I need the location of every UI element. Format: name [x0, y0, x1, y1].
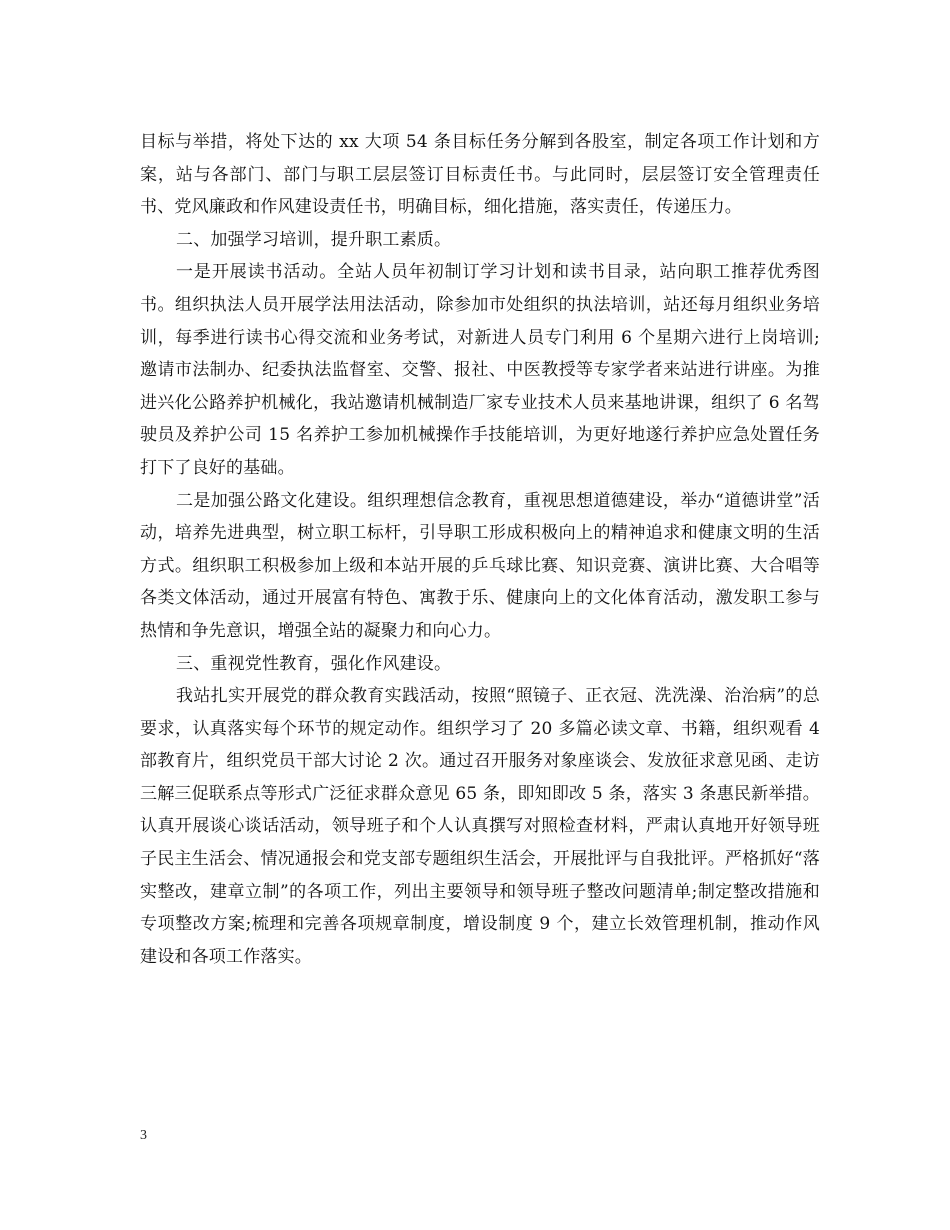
- page-number: 3: [140, 1128, 147, 1143]
- section-heading-party-education: 三、重视党性教育，强化作风建设。: [176, 653, 452, 674]
- document-body: [140, 126, 820, 973]
- paragraph-reading-activities: 一是开展读书活动。全站人员年初制订学习计划和读书目录，站向职工推荐优秀图书。组织执法人员开展学法用法活动，除参加市处组织的执法培训，站还每月组织业务培训，每季进行读书心得交流和业务考试，对新进人员专门利用 6 个星期六进行上岗培训;邀请市法制办、纪委执法监督室、交警、报社、中医教授等专家学者来站进行讲座。为推进兴化公路养护机械化，我站邀请机械制造厂家专业技术人员来基地讲课，组织了 6 名驾驶员及养护公司 15 名养护工参加机械操作手技能培训，为更好地遂行养护应急处置任务打下了良好的基础。: [140, 262, 820, 478]
- section-heading-learning-training: 二、加强学习培训，提升职工素质。: [176, 229, 452, 250]
- paragraph-mass-line-education: 我站扎实开展党的群众教育实践活动，按照“照镜子、正衣冠、洗洗澡、治治病”的总要求，认真落实每个环节的规定动作。组织学习了 20 多篇必读文章、书籍，组织观看 4 部教育片，组织党员干部大讨论 2 次。通过召开服务对象座谈会、发放征求意见函、走访三解三促联系点等形式广泛征求群众意见 65 条，即知即改 5 条，落实 3 条惠民新举措。认真开展谈心谈话活动，领导班子和个人认真撰写对照检查材料，严肃认真地开好领导班子民主生活会、情况通报会和党支部专题组织生活会，开展批评与自我批评。严格抓好“落实整改，建章立制”的各项工作，列出主要领导和领导班子整改问题清单;制定整改措施和专项整改方案;梳理和完善各项规章制度，增设制度 9 个，建立长效管理机制，推动作风建设和各项工作落实。: [140, 686, 820, 967]
- paragraph-road-culture: 二是加强公路文化建设。组织理想信念教育，重视思想道德建设，举办“道德讲堂”活动，培养先进典型，树立职工标杆，引导职工形成积极向上的精神追求和健康文明的生活方式。组织职工积极参加上级和本站开展的乒乓球比赛、知识竞赛、演讲比赛、大合唱等各类文体活动，通过开展富有特色、寓教于乐、健康向上的文化体育活动，激发职工参与热情和争先意识，增强全站的凝聚力和向心力。: [140, 490, 820, 641]
- paragraph-continuation: 目标与举措，将处下达的 xx 大项 54 条目标任务分解到各股室，制定各项工作计划和方案，站与各部门、部门与职工层层签订目标责任书。与此同时，层层签订安全管理责任书、党风廉政和作风建设责任书，明确目标，细化措施，落实责任，传递压力。: [140, 132, 820, 218]
